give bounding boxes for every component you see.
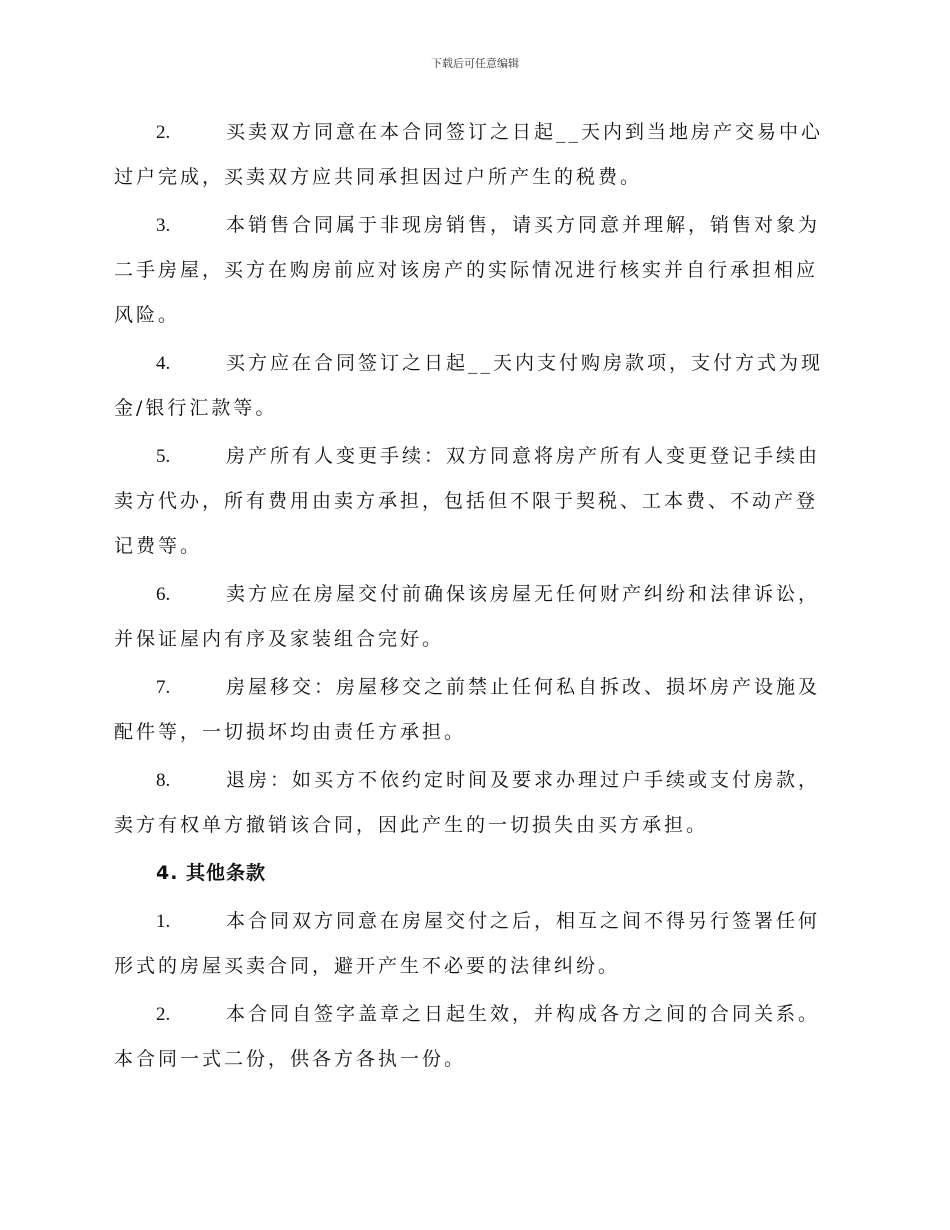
other-clause-2 (114, 992, 839, 1082)
clause-6 (114, 572, 839, 662)
clause-text: 房屋移交：房屋移交之前禁止任何私自拆改、损坏房产设施及配件等，一切损坏均由责任方承担。 (114, 676, 821, 743)
clause-8 (114, 758, 839, 848)
clause-text: 本合同双方同意在房屋交付之后，相互之间不得另行签署任何形式的房屋买卖合同，避开产生不必要的法律纠纷。 (114, 910, 821, 977)
clause-2 (114, 110, 839, 200)
clause-text: 买卖双方同意在本合同签订之日起__天内到当地房产交易中心过户完成，买卖双方应共同承担因过户所产生的税费。 (114, 121, 824, 188)
clause-4 (114, 341, 839, 431)
clause-text: 退房：如买方不依约定时间及要求办理过户手续或支付房款，卖方有权单方撤销该合同，因此产生的一切损失由买方承担。 (114, 769, 821, 836)
clause-number: 3. (156, 215, 171, 236)
clause-number: 5. (156, 446, 171, 467)
clause-number: 2. (156, 122, 171, 143)
clause-5 (114, 434, 839, 569)
other-clause-1 (114, 899, 839, 989)
clause-text: 卖方应在房屋交付前确保该房屋无任何财产纠纷和法律诉讼，并保证屋内有序及家装组合完好。 (114, 583, 821, 650)
clause-number: 7. (156, 677, 171, 698)
page-header: 下载后可任意编辑 (431, 57, 519, 70)
clause-text: 本销售合同属于非现房销售，请买方同意并理解，销售对象为二手房屋，买方在购房前应对该房产的实际情况进行核实并自行承担相应风险。 (114, 214, 821, 326)
clause-number: 2. (156, 1004, 171, 1025)
clause-number: 4. (156, 353, 171, 374)
clause-7 (114, 665, 839, 755)
clause-number: 8. (156, 770, 171, 791)
clause-text: 本合同自签字盖章之日起生效，并构成各方之间的合同关系。本合同一式二份，供各方各执一份。 (114, 1003, 821, 1070)
clause-number: 1. (156, 911, 171, 932)
clause-text: 房产所有人变更手续：双方同意将房产所有人变更登记手续由卖方代办，所有费用由卖方承担，包括但不限于契税、工本费、不动产登记费等。 (114, 445, 821, 557)
section-title: 4. 其他条款 (156, 862, 267, 884)
clause-number: 6. (156, 584, 171, 605)
clause-text: 买方应在合同签订之日起__天内支付购房款项，支付方式为现金/银行汇款等。 (114, 352, 824, 419)
clause-3 (114, 203, 839, 338)
document-body (114, 110, 839, 1085)
